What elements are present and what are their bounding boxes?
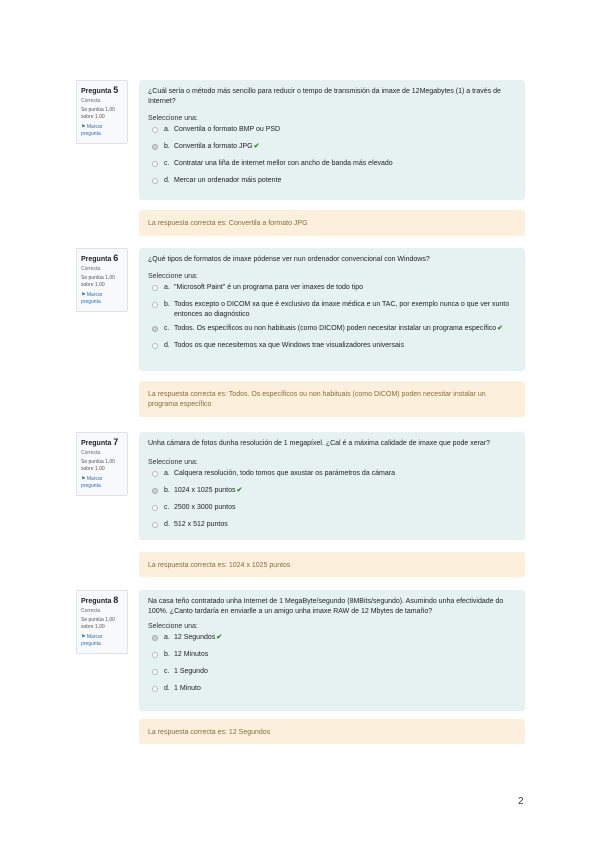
correct-answer-feedback: La respuesta correcta es: Todos. Os específicos ou non habituais (como DICOM) poden necesitar instalar un programa específico xyxy=(139,381,525,417)
answer-option-c[interactable]: c. 1 Segundo xyxy=(148,667,516,684)
radio-button[interactable] xyxy=(152,343,158,349)
answer-option-c[interactable]: c. Contratar una liña de internet mellor con ancho de banda más elevado xyxy=(148,159,516,176)
flag-icon: ⚑ xyxy=(81,292,86,298)
radio-button[interactable] xyxy=(152,686,158,692)
flag-question-link[interactable]: ⚑ Marcar pregunta xyxy=(81,292,103,305)
flag-question-link[interactable]: ⚑ Marcar pregunta xyxy=(81,124,103,137)
question-number: Pregunta 7 xyxy=(81,437,119,447)
radio-button[interactable] xyxy=(152,302,158,308)
radio-button[interactable] xyxy=(152,522,158,528)
answer-option-a[interactable]: a. "Microsoft Paint" é un programa para ver imaxes de todo tipo xyxy=(148,283,516,300)
radio-button[interactable] xyxy=(152,669,158,675)
correct-check-icon: ✔ xyxy=(253,143,260,150)
question-info xyxy=(76,248,128,312)
answer-option-a[interactable]: a. Convertila o formato BMP ou PSD xyxy=(148,125,516,142)
flag-icon: ⚑ xyxy=(81,634,86,640)
answer-option-c[interactable]: c. 2500 x 3000 puntos xyxy=(148,503,516,520)
radio-button[interactable] xyxy=(152,178,158,184)
correct-answer-feedback: La respuesta correcta es: Convertila a formato JPG xyxy=(139,210,525,236)
question-content xyxy=(139,590,525,711)
question-content xyxy=(139,80,525,200)
question-text: ¿Cuál sería o método más sencillo para reducir o tempo de transmisión da imaxe de 12Megabytes (1) a través de Internet? xyxy=(148,88,501,105)
answer-option-a[interactable]: a. Calquera resolución, todo tomos que axustar os parámetros da cámara xyxy=(148,469,516,486)
flag-icon: ⚑ xyxy=(81,476,86,482)
question-number: Pregunta 6 xyxy=(81,253,119,263)
correct-check-icon: ✔ xyxy=(497,325,504,332)
answer-option-d[interactable]: d. Mercar un ordenador máis potente xyxy=(148,176,516,193)
answer-option-d[interactable]: d. Todos os que necesitemos xa que Windows trae visualizadores universais xyxy=(148,341,516,358)
flag-question-link[interactable]: ⚑ Marcar pregunta xyxy=(81,476,103,489)
question-text: Unha cámara de fotos dunha resolución de 1 megapíxel. ¿Cal é a máxima calidade de imaxe que pode xerar? xyxy=(148,440,491,447)
radio-button-selected[interactable] xyxy=(152,635,158,641)
radio-button[interactable] xyxy=(152,505,158,511)
radio-button-selected[interactable] xyxy=(152,144,158,150)
radio-button-selected[interactable] xyxy=(152,326,158,332)
flag-question-link[interactable]: ⚑ Marcar pregunta xyxy=(81,634,103,647)
question-content xyxy=(139,432,525,540)
question-text: Na casa teño contratado unha Internet de 1 MegaByte/segundo (8MBits/segundo). Asumindo unha efectividade do 100%. ¿Canto tardaría en enviarlle a un amigo unha imaxe RAW de 12 Mbytes de tamaño? xyxy=(148,598,504,615)
question-number: Pregunta 8 xyxy=(81,595,119,605)
answer-option-b[interactable]: b. Todos excepto o DICOM xa que é exclusivo da imaxe médica e un TAC, por exemplo nunca o que ver xunto entonces ao diagnóstico xyxy=(148,300,516,324)
answer-option-d[interactable]: d. 1 Minuto xyxy=(148,684,516,701)
radio-button[interactable] xyxy=(152,471,158,477)
question-grade: Se puntúa 1,00 sobre 1,00 xyxy=(81,459,115,472)
radio-button[interactable] xyxy=(152,161,158,167)
answer-prompt: Seleccione una: xyxy=(148,459,198,466)
question-state: Correcta xyxy=(81,450,101,456)
answer-prompt: Seleccione una: xyxy=(148,623,198,630)
radio-button[interactable] xyxy=(152,127,158,133)
question-number: Pregunta 5 xyxy=(81,85,119,95)
correct-answer-feedback: La respuesta correcta es: 12 Segundos xyxy=(139,719,525,744)
question-text: ¿Qué tipos de formatos de imaxe pódense ver nun ordenador convencional con Windows? xyxy=(148,256,430,263)
flag-icon: ⚑ xyxy=(81,124,86,130)
radio-button-selected[interactable] xyxy=(152,488,158,494)
answer-option-c[interactable]: c. Todos. Os específicos ou non habituais (como DICOM) poden necesitar instalar un programa específico✔ xyxy=(148,324,516,341)
answer-option-d[interactable]: d. 512 x 512 puntos xyxy=(148,520,516,537)
question-info xyxy=(76,432,128,496)
answer-prompt: Seleccione una: xyxy=(148,115,198,122)
radio-button[interactable] xyxy=(152,285,158,291)
answer-option-b[interactable]: b. 12 Minutos xyxy=(148,650,516,667)
question-state: Correcta xyxy=(81,98,101,104)
question-state: Correcta xyxy=(81,266,101,272)
correct-check-icon: ✔ xyxy=(216,634,223,641)
answer-option-b[interactable]: b. Convertila a formato JPG✔ xyxy=(148,142,516,159)
question-state: Correcta xyxy=(81,608,101,614)
question-grade: Se puntúa 1,00 sobre 1,00 xyxy=(81,275,115,288)
question-grade: Se puntúa 1,00 sobre 1,00 xyxy=(81,617,115,630)
question-grade: Se puntúa 1,00 sobre 1,00 xyxy=(81,107,115,120)
radio-button[interactable] xyxy=(152,652,158,658)
correct-answer-feedback: La respuesta correcta es: 1024 x 1025 puntos xyxy=(139,552,525,577)
answer-option-b[interactable]: b. 1024 x 1025 puntos✔ xyxy=(148,486,516,503)
page-number: 2 xyxy=(518,796,524,807)
question-info xyxy=(76,80,128,144)
answer-option-a[interactable]: a. 12 Segundos✔ xyxy=(148,633,516,650)
question-info xyxy=(76,590,128,654)
answer-prompt: Seleccione una: xyxy=(148,273,198,280)
correct-check-icon: ✔ xyxy=(236,487,243,494)
question-content xyxy=(139,248,525,371)
